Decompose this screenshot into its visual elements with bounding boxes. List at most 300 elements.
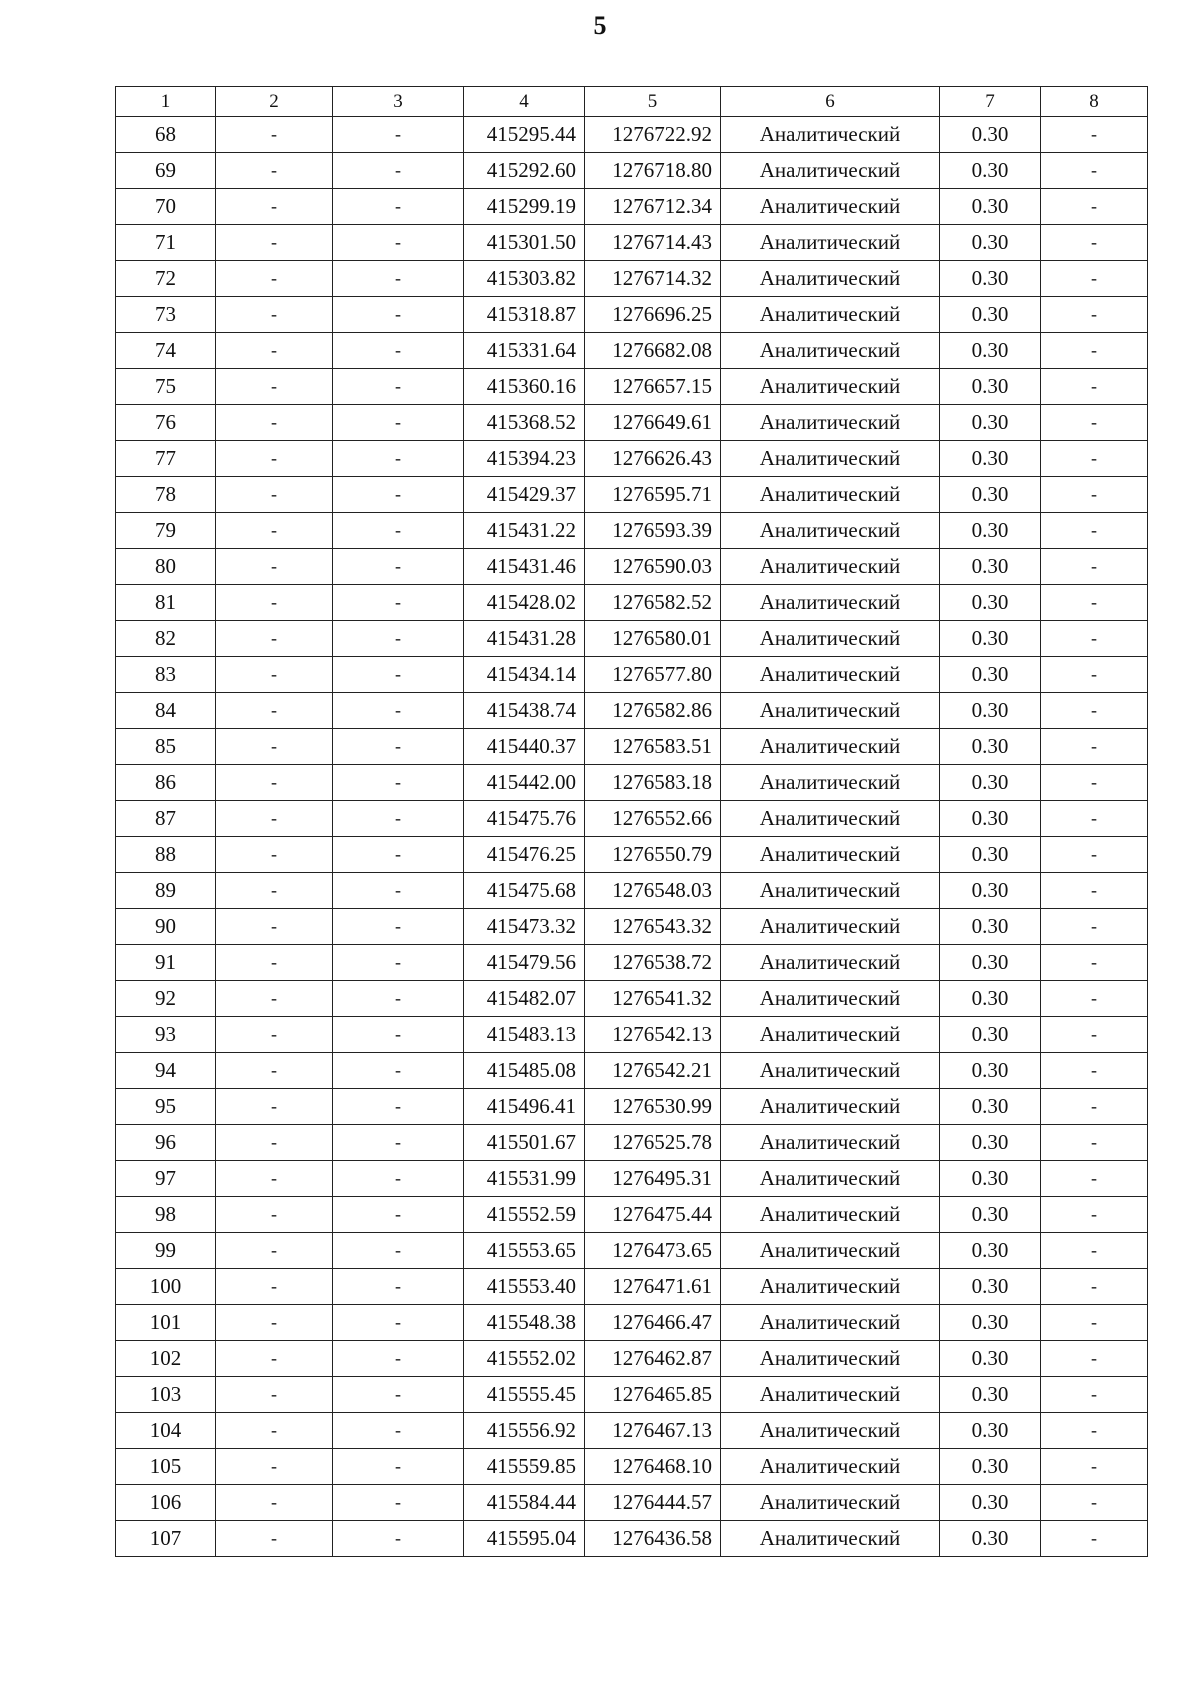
table-cell-col-2: - — [216, 441, 333, 477]
table-cell-col-5: 1276595.71 — [585, 477, 721, 513]
table-cell-col-5: 1276582.86 — [585, 693, 721, 729]
table-cell-col-1: 107 — [116, 1521, 216, 1557]
table-cell-col-2: - — [216, 621, 333, 657]
table-cell-col-7: 0.30 — [940, 1017, 1041, 1053]
table-cell-col-7: 0.30 — [940, 477, 1041, 513]
table-cell-col-5: 1276471.61 — [585, 1269, 721, 1305]
table-cell-col-1: 84 — [116, 693, 216, 729]
table-cell-col-8: - — [1041, 513, 1148, 549]
table-cell-col-6: Аналитический — [721, 513, 940, 549]
table-cell-col-7: 0.30 — [940, 657, 1041, 693]
table-cell-col-4: 415431.28 — [464, 621, 585, 657]
table-cell-col-1: 73 — [116, 297, 216, 333]
table-cell-col-5: 1276583.51 — [585, 729, 721, 765]
table-cell-col-8: - — [1041, 801, 1148, 837]
table-row — [116, 1341, 1148, 1377]
table-cell-col-4: 415476.25 — [464, 837, 585, 873]
table-cell-col-8: - — [1041, 261, 1148, 297]
table-cell-col-2: - — [216, 1377, 333, 1413]
table-cell-col-3: - — [333, 621, 464, 657]
table-cell-col-3: - — [333, 513, 464, 549]
table-cell-col-6: Аналитический — [721, 189, 940, 225]
table-row — [116, 909, 1148, 945]
table-cell-col-5: 1276541.32 — [585, 981, 721, 1017]
table-cell-col-2: - — [216, 1125, 333, 1161]
column-header-5: 5 — [585, 87, 721, 117]
table-cell-col-4: 415299.19 — [464, 189, 585, 225]
table-cell-col-8: - — [1041, 333, 1148, 369]
table-cell-col-2: - — [216, 1089, 333, 1125]
table-cell-col-7: 0.30 — [940, 1341, 1041, 1377]
table-cell-col-5: 1276714.32 — [585, 261, 721, 297]
table-cell-col-3: - — [333, 1377, 464, 1413]
table-cell-col-3: - — [333, 225, 464, 261]
table-cell-col-1: 92 — [116, 981, 216, 1017]
table-cell-col-6: Аналитический — [721, 1521, 940, 1557]
table-cell-col-5: 1276538.72 — [585, 945, 721, 981]
table-row — [116, 1413, 1148, 1449]
table-cell-col-8: - — [1041, 1485, 1148, 1521]
table-cell-col-2: - — [216, 801, 333, 837]
table-cell-col-4: 415553.65 — [464, 1233, 585, 1269]
table-cell-col-5: 1276530.99 — [585, 1089, 721, 1125]
table-cell-col-8: - — [1041, 1197, 1148, 1233]
table-row — [116, 333, 1148, 369]
table-cell-col-2: - — [216, 261, 333, 297]
table-cell-col-6: Аналитический — [721, 1053, 940, 1089]
table-cell-col-7: 0.30 — [940, 1413, 1041, 1449]
table-cell-col-3: - — [333, 1053, 464, 1089]
table-cell-col-4: 415434.14 — [464, 657, 585, 693]
table-cell-col-5: 1276495.31 — [585, 1161, 721, 1197]
table-cell-col-3: - — [333, 801, 464, 837]
column-header-4: 4 — [464, 87, 585, 117]
table-cell-col-1: 97 — [116, 1161, 216, 1197]
table-cell-col-1: 80 — [116, 549, 216, 585]
table-cell-col-2: - — [216, 405, 333, 441]
table-cell-col-3: - — [333, 873, 464, 909]
table-cell-col-6: Аналитический — [721, 657, 940, 693]
table-row — [116, 153, 1148, 189]
table-cell-col-4: 415438.74 — [464, 693, 585, 729]
table-cell-col-5: 1276577.80 — [585, 657, 721, 693]
table-cell-col-8: - — [1041, 369, 1148, 405]
table-row — [116, 369, 1148, 405]
table-cell-col-1: 72 — [116, 261, 216, 297]
table-cell-col-8: - — [1041, 693, 1148, 729]
table-cell-col-6: Аналитический — [721, 117, 940, 153]
coordinates-table — [115, 86, 1148, 1557]
table-cell-col-8: - — [1041, 729, 1148, 765]
table-row — [116, 1125, 1148, 1161]
table-cell-col-4: 415555.45 — [464, 1377, 585, 1413]
table-cell-col-8: - — [1041, 189, 1148, 225]
table-cell-col-7: 0.30 — [940, 441, 1041, 477]
table-cell-col-4: 415584.44 — [464, 1485, 585, 1521]
table-cell-col-5: 1276657.15 — [585, 369, 721, 405]
table-cell-col-4: 415531.99 — [464, 1161, 585, 1197]
table-cell-col-6: Аналитический — [721, 225, 940, 261]
table-cell-col-7: 0.30 — [940, 1521, 1041, 1557]
table-cell-col-2: - — [216, 297, 333, 333]
table-row — [116, 1053, 1148, 1089]
table-cell-col-1: 104 — [116, 1413, 216, 1449]
table-cell-col-6: Аналитический — [721, 1377, 940, 1413]
table-cell-col-2: - — [216, 945, 333, 981]
table-row — [116, 1449, 1148, 1485]
table-cell-col-1: 88 — [116, 837, 216, 873]
table-cell-col-5: 1276550.79 — [585, 837, 721, 873]
table-cell-col-8: - — [1041, 1377, 1148, 1413]
table-row — [116, 297, 1148, 333]
table-cell-col-5: 1276712.34 — [585, 189, 721, 225]
table-cell-col-5: 1276714.43 — [585, 225, 721, 261]
table-row — [116, 585, 1148, 621]
table-cell-col-3: - — [333, 369, 464, 405]
table-cell-col-4: 415440.37 — [464, 729, 585, 765]
table-cell-col-2: - — [216, 693, 333, 729]
table-cell-col-6: Аналитический — [721, 765, 940, 801]
column-header-1: 1 — [116, 87, 216, 117]
table-cell-col-1: 81 — [116, 585, 216, 621]
table-row — [116, 1161, 1148, 1197]
table-cell-col-2: - — [216, 369, 333, 405]
table-cell-col-5: 1276466.47 — [585, 1305, 721, 1341]
table-row — [116, 1485, 1148, 1521]
table-cell-col-5: 1276468.10 — [585, 1449, 721, 1485]
table-row — [116, 225, 1148, 261]
table-cell-col-6: Аналитический — [721, 693, 940, 729]
table-cell-col-2: - — [216, 1449, 333, 1485]
table-cell-col-1: 85 — [116, 729, 216, 765]
table-cell-col-8: - — [1041, 117, 1148, 153]
table-cell-col-8: - — [1041, 1089, 1148, 1125]
table-cell-col-2: - — [216, 1053, 333, 1089]
table-cell-col-7: 0.30 — [940, 1305, 1041, 1341]
table-cell-col-3: - — [333, 729, 464, 765]
table-cell-col-8: - — [1041, 621, 1148, 657]
table-cell-col-3: - — [333, 657, 464, 693]
table-cell-col-6: Аналитический — [721, 1125, 940, 1161]
table-cell-col-4: 415431.46 — [464, 549, 585, 585]
table-cell-col-1: 77 — [116, 441, 216, 477]
table-cell-col-4: 415318.87 — [464, 297, 585, 333]
table-row — [116, 1089, 1148, 1125]
table-cell-col-2: - — [216, 513, 333, 549]
table-cell-col-8: - — [1041, 153, 1148, 189]
table-cell-col-7: 0.30 — [940, 801, 1041, 837]
table-cell-col-3: - — [333, 1233, 464, 1269]
table-cell-col-4: 415595.04 — [464, 1521, 585, 1557]
table-cell-col-6: Аналитический — [721, 729, 940, 765]
table-cell-col-7: 0.30 — [940, 369, 1041, 405]
table-cell-col-1: 78 — [116, 477, 216, 513]
table-cell-col-5: 1276543.32 — [585, 909, 721, 945]
table-cell-col-6: Аналитический — [721, 909, 940, 945]
table-cell-col-6: Аналитический — [721, 1017, 940, 1053]
table-cell-col-6: Аналитический — [721, 1269, 940, 1305]
table-cell-col-6: Аналитический — [721, 1233, 940, 1269]
table-cell-col-8: - — [1041, 1413, 1148, 1449]
table-cell-col-1: 69 — [116, 153, 216, 189]
table-cell-col-3: - — [333, 1089, 464, 1125]
table-cell-col-4: 415442.00 — [464, 765, 585, 801]
table-cell-col-3: - — [333, 1269, 464, 1305]
table-cell-col-1: 74 — [116, 333, 216, 369]
table-cell-col-5: 1276580.01 — [585, 621, 721, 657]
table-cell-col-8: - — [1041, 1341, 1148, 1377]
table-cell-col-7: 0.30 — [940, 1053, 1041, 1089]
table-cell-col-7: 0.30 — [940, 693, 1041, 729]
table-cell-col-3: - — [333, 1341, 464, 1377]
table-cell-col-5: 1276475.44 — [585, 1197, 721, 1233]
table-row — [116, 1017, 1148, 1053]
table-cell-col-1: 105 — [116, 1449, 216, 1485]
table-row — [116, 477, 1148, 513]
table-cell-col-4: 415475.68 — [464, 873, 585, 909]
table-cell-col-4: 415473.32 — [464, 909, 585, 945]
table-cell-col-1: 100 — [116, 1269, 216, 1305]
table-cell-col-8: - — [1041, 1521, 1148, 1557]
table-row — [116, 549, 1148, 585]
table-cell-col-5: 1276444.57 — [585, 1485, 721, 1521]
table-cell-col-7: 0.30 — [940, 1125, 1041, 1161]
table-cell-col-8: - — [1041, 225, 1148, 261]
table-cell-col-5: 1276583.18 — [585, 765, 721, 801]
table-cell-col-8: - — [1041, 477, 1148, 513]
table-cell-col-1: 90 — [116, 909, 216, 945]
table-cell-col-3: - — [333, 1305, 464, 1341]
table-cell-col-7: 0.30 — [940, 621, 1041, 657]
table-cell-col-5: 1276525.78 — [585, 1125, 721, 1161]
table-cell-col-2: - — [216, 225, 333, 261]
table-cell-col-6: Аналитический — [721, 837, 940, 873]
table-cell-col-7: 0.30 — [940, 225, 1041, 261]
table-cell-col-8: - — [1041, 1017, 1148, 1053]
table-cell-col-4: 415553.40 — [464, 1269, 585, 1305]
table-cell-col-7: 0.30 — [940, 765, 1041, 801]
column-header-2: 2 — [216, 87, 333, 117]
table-cell-col-4: 415483.13 — [464, 1017, 585, 1053]
table-cell-col-3: - — [333, 1521, 464, 1557]
table-cell-col-4: 415552.02 — [464, 1341, 585, 1377]
table-cell-col-3: - — [333, 297, 464, 333]
table-cell-col-6: Аналитический — [721, 1413, 940, 1449]
page-number: 5 — [593, 11, 607, 40]
table-cell-col-3: - — [333, 261, 464, 297]
table-cell-col-4: 415303.82 — [464, 261, 585, 297]
table-cell-col-8: - — [1041, 657, 1148, 693]
table-cell-col-3: - — [333, 837, 464, 873]
table-cell-col-4: 415501.67 — [464, 1125, 585, 1161]
table-row — [116, 405, 1148, 441]
table-header-row — [116, 87, 1148, 117]
table-cell-col-3: - — [333, 1485, 464, 1521]
table-cell-col-5: 1276718.80 — [585, 153, 721, 189]
table-cell-col-8: - — [1041, 765, 1148, 801]
column-header-3: 3 — [333, 87, 464, 117]
table-cell-col-2: - — [216, 873, 333, 909]
table-cell-col-3: - — [333, 1197, 464, 1233]
table-cell-col-7: 0.30 — [940, 117, 1041, 153]
table-cell-col-5: 1276436.58 — [585, 1521, 721, 1557]
table-cell-col-4: 415485.08 — [464, 1053, 585, 1089]
column-header-7: 7 — [940, 87, 1041, 117]
table-cell-col-8: - — [1041, 1449, 1148, 1485]
column-header-6: 6 — [721, 87, 940, 117]
table-row — [116, 261, 1148, 297]
table-cell-col-2: - — [216, 1521, 333, 1557]
table-cell-col-5: 1276582.52 — [585, 585, 721, 621]
table-cell-col-5: 1276682.08 — [585, 333, 721, 369]
table-cell-col-1: 96 — [116, 1125, 216, 1161]
table-cell-col-7: 0.30 — [940, 549, 1041, 585]
table-cell-col-5: 1276696.25 — [585, 297, 721, 333]
table-cell-col-1: 79 — [116, 513, 216, 549]
table-cell-col-6: Аналитический — [721, 549, 940, 585]
table-cell-col-2: - — [216, 837, 333, 873]
table-cell-col-1: 98 — [116, 1197, 216, 1233]
table-cell-col-2: - — [216, 477, 333, 513]
table-cell-col-1: 103 — [116, 1377, 216, 1413]
table-cell-col-7: 0.30 — [940, 1377, 1041, 1413]
table-cell-col-6: Аналитический — [721, 1341, 940, 1377]
column-header-8: 8 — [1041, 87, 1148, 117]
table-cell-col-7: 0.30 — [940, 1161, 1041, 1197]
table-cell-col-3: - — [333, 441, 464, 477]
table-cell-col-4: 415368.52 — [464, 405, 585, 441]
table-cell-col-8: - — [1041, 549, 1148, 585]
table-cell-col-1: 86 — [116, 765, 216, 801]
table-cell-col-2: - — [216, 117, 333, 153]
table-cell-col-8: - — [1041, 909, 1148, 945]
table-cell-col-3: - — [333, 1413, 464, 1449]
table-cell-col-4: 415295.44 — [464, 117, 585, 153]
table-cell-col-2: - — [216, 729, 333, 765]
table-cell-col-1: 94 — [116, 1053, 216, 1089]
table-cell-col-7: 0.30 — [940, 153, 1041, 189]
table-row — [116, 837, 1148, 873]
table-cell-col-7: 0.30 — [940, 873, 1041, 909]
table-cell-col-2: - — [216, 765, 333, 801]
table-cell-col-6: Аналитический — [721, 1449, 940, 1485]
table-cell-col-3: - — [333, 585, 464, 621]
table-cell-col-7: 0.30 — [940, 1269, 1041, 1305]
table-cell-col-1: 106 — [116, 1485, 216, 1521]
table-cell-col-1: 101 — [116, 1305, 216, 1341]
table-cell-col-8: - — [1041, 873, 1148, 909]
table-cell-col-8: - — [1041, 837, 1148, 873]
table-cell-col-3: - — [333, 405, 464, 441]
table-cell-col-5: 1276467.13 — [585, 1413, 721, 1449]
table-cell-col-3: - — [333, 693, 464, 729]
table-cell-col-7: 0.30 — [940, 405, 1041, 441]
table-cell-col-4: 415331.64 — [464, 333, 585, 369]
table-cell-col-2: - — [216, 153, 333, 189]
table-cell-col-4: 415394.23 — [464, 441, 585, 477]
table-cell-col-7: 0.30 — [940, 1449, 1041, 1485]
table-cell-col-2: - — [216, 1305, 333, 1341]
table-cell-col-1: 93 — [116, 1017, 216, 1053]
table-cell-col-1: 102 — [116, 1341, 216, 1377]
table-cell-col-2: - — [216, 1413, 333, 1449]
table-cell-col-1: 76 — [116, 405, 216, 441]
table-cell-col-6: Аналитический — [721, 153, 940, 189]
table-row — [116, 657, 1148, 693]
table-cell-col-1: 82 — [116, 621, 216, 657]
table-cell-col-5: 1276542.13 — [585, 1017, 721, 1053]
table-cell-col-7: 0.30 — [940, 945, 1041, 981]
table-cell-col-4: 415301.50 — [464, 225, 585, 261]
table-cell-col-7: 0.30 — [940, 297, 1041, 333]
table-cell-col-5: 1276590.03 — [585, 549, 721, 585]
table-cell-col-7: 0.30 — [940, 261, 1041, 297]
table-cell-col-4: 415548.38 — [464, 1305, 585, 1341]
table-cell-col-8: - — [1041, 1125, 1148, 1161]
table-row — [116, 513, 1148, 549]
table-cell-col-4: 415552.59 — [464, 1197, 585, 1233]
table-cell-col-3: - — [333, 117, 464, 153]
table-cell-col-6: Аналитический — [721, 945, 940, 981]
table-row — [116, 189, 1148, 225]
table-cell-col-2: - — [216, 333, 333, 369]
table-row — [116, 1521, 1148, 1557]
table-cell-col-5: 1276649.61 — [585, 405, 721, 441]
table-cell-col-3: - — [333, 1017, 464, 1053]
table-row — [116, 693, 1148, 729]
table-row — [116, 873, 1148, 909]
table-cell-col-2: - — [216, 1341, 333, 1377]
table-cell-col-6: Аналитический — [721, 981, 940, 1017]
table-cell-col-6: Аналитический — [721, 1161, 940, 1197]
table-cell-col-6: Аналитический — [721, 621, 940, 657]
table-body — [116, 117, 1148, 1557]
table-cell-col-6: Аналитический — [721, 1305, 940, 1341]
table-cell-col-3: - — [333, 1125, 464, 1161]
table-row — [116, 1269, 1148, 1305]
table-cell-col-7: 0.30 — [940, 585, 1041, 621]
table-cell-col-5: 1276465.85 — [585, 1377, 721, 1413]
table-cell-col-2: - — [216, 909, 333, 945]
table-cell-col-2: - — [216, 585, 333, 621]
table-cell-col-3: - — [333, 153, 464, 189]
table-cell-col-4: 415360.16 — [464, 369, 585, 405]
table-cell-col-7: 0.30 — [940, 189, 1041, 225]
table-row — [116, 441, 1148, 477]
table-cell-col-5: 1276722.92 — [585, 117, 721, 153]
table-row — [116, 1197, 1148, 1233]
table-row — [116, 801, 1148, 837]
table-cell-col-6: Аналитический — [721, 585, 940, 621]
table-cell-col-7: 0.30 — [940, 981, 1041, 1017]
table-cell-col-7: 0.30 — [940, 333, 1041, 369]
table-cell-col-2: - — [216, 1233, 333, 1269]
table-cell-col-4: 415429.37 — [464, 477, 585, 513]
table-cell-col-8: - — [1041, 1053, 1148, 1089]
table-cell-col-1: 91 — [116, 945, 216, 981]
table-row — [116, 729, 1148, 765]
table-cell-col-6: Аналитический — [721, 477, 940, 513]
table-cell-col-4: 415482.07 — [464, 981, 585, 1017]
table-cell-col-8: - — [1041, 1233, 1148, 1269]
table-cell-col-2: - — [216, 1017, 333, 1053]
table-cell-col-2: - — [216, 981, 333, 1017]
table-cell-col-2: - — [216, 1485, 333, 1521]
table-cell-col-1: 68 — [116, 117, 216, 153]
table-cell-col-4: 415475.76 — [464, 801, 585, 837]
table-cell-col-7: 0.30 — [940, 837, 1041, 873]
table-row — [116, 117, 1148, 153]
